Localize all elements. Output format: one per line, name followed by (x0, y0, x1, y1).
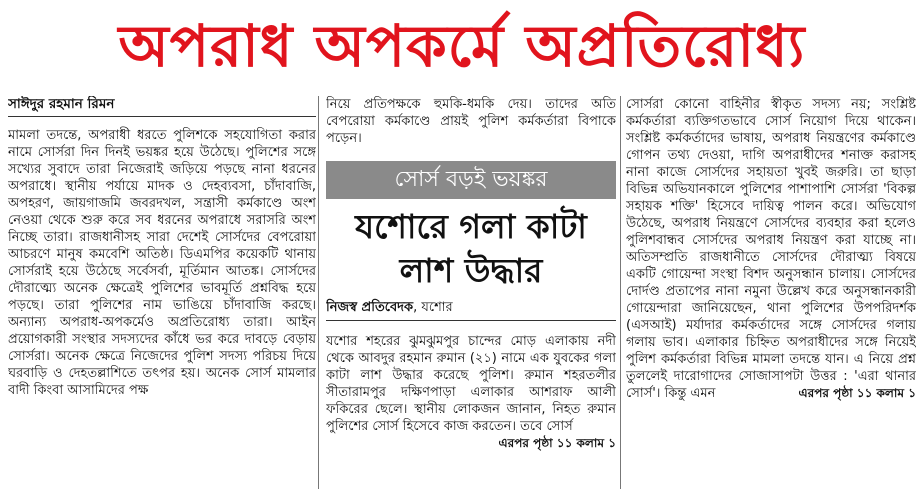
column-divider (620, 96, 621, 489)
article-text-col2-top: নিয়ে প্রতিপক্ষকে হুমকি-ধমকি দেয়। তাদের অতি বেপরোয়া কর্মকাণ্ডে প্রায়ই পুলিশ কর্মকর্তারা বিপাকে পড়েন। (326, 97, 616, 146)
article-text-col2-body: যশোর শহরের ঝুমঝুমপুর চান্দের মোড় এলাকায় নদী থেকে আবদুর রহমান রুমান (২১) নামে এক যুবকের গলা কাটা লাশ উদ্ধার করেছে পুলিশ। রুমান শহরতলীর সীতারামপুর দক্ষিণপাড়া এলাকার আশরাফ আলী ফকিরের ছেলে। স্থানীয় লোকজন জানান, নিহত রুমান পুলিশের সোর্স হিসেবে কাজ করতেন। তবে সোর্স (326, 334, 616, 434)
article-text-col3-body: সোর্সরা কোনো বাহিনীর স্বীকৃত সদস্য নয়; সংশ্লিষ্ট কর্মকর্তারা ব্যক্তিগতভাবে সোর্স নিয়োগ দিয়ে থাকেন। সংশ্লিষ্ট কর্মকর্তাদের ভাষায়, অপরাধ নিয়ন্ত্রণের কর্মকাণ্ডে গোপন তথ্য দেওয়া, দাগি অপরাধীদের শনাক্ত করাসহ নানা কাজে সোর্সদের সহায়তা খুবই জরুরি। তা ছাড়া বিভিন্ন অভিযানকালে পুলিশের পাশাপাশি সোর্সরা 'বিকল্প সহায়ক শক্তি' হিসেবে দায়িত্ব পালন করে। অভিযোগ উঠেছে, অপরাধ নিয়ন্ত্রণে সোর্সদের ব্যবহার করা হলেও পুলিশবান্ধব সোর্সদের অপরাধ নিয়ন্ত্রণ করা যাচ্ছে না। অতিসম্প্রতি রাজধানীতে সোর্সদের দৌরাত্ম্য বিষয়ে একটি গোয়েন্দা সংস্থা বিশদ অনুসন্ধান চালায়। সোর্সদের দোর্দণ্ড প্রতাপের নানা নমুনা উল্লেখ করে অনুসন্ধানকারী গোয়েন্দারা জানিয়েছেন, থানা পুলিশের উপপরিদর্শক (এসআই) মর্যাদার কর্মকর্তাদের সঙ্গে সোর্সদের গলায় গলায় ভাব। এলাকার চিহ্নিত অপরাধীদের সঙ্গে নিয়েই পুলিশ কর্মকর্তারা বিভিন্ন মামলা তদন্তে যান। এ নিয়ে প্রশ্ন তুললেই দারোগাদের সোজাসাপটা উত্তর : 'এরা থানার সোর্স'। কিন্তু এমন (626, 97, 916, 401)
column-divider (318, 96, 319, 489)
dateline-location: , যশোর (413, 300, 453, 315)
main-headline: অপরাধ অপকর্মে অপ্রতিরোধ্য (118, 12, 806, 80)
column-3 (626, 96, 916, 491)
sub-headline: যশোরে গলা কাটা লাশ উদ্ধার (355, 207, 587, 290)
correspondent: নিজস্ব প্রতিবেদক (326, 300, 414, 315)
continued-jump: এরপর পৃষ্ঠা ১১ কলাম ১ (498, 436, 616, 450)
column-1 (8, 96, 316, 491)
article-text-col1: মামলা তদন্তে, অপরাধী ধরতে পুলিশকে সহযোগিতা করার নামে সোর্সরা দিন দিনই ভয়ঙ্কর হয়ে উঠেছে। পুলিশের সঙ্গে সখ্যের সুবাদে তারা নিজেরাই জড়িয়ে পড়ছে নানা ধরনের অপরাধে। স্থানীয় পর্যায়ে মাদক ও দেহব্যবসা, চাঁদাবাজি, অপহরণ, জায়গাজমি জবরদখল, সন্ত্রাসী কর্মকাণ্ডে অংশ নেওয়া থেকে শুরু করে সব ধরনের অপরাধে সরাসরি অংশ নিচ্ছে তারা। রাজধানীসহ সারা দেশেই সোর্সদের বেপরোয়া আচরণে মানুষ কমবেশি অতিষ্ঠ। ডিএমপির কয়েকটি থানায় সোর্সরাই হয়ে উঠেছে সর্বেসর্বা, মূর্তিমান আতঙ্ক। সোর্সদের দৌরাত্ম্যে অনেক ক্ষেত্রেই পুলিশের ভাবমূর্তি প্রশ্নবিদ্ধ হয়ে পড়ছে। তারা পুলিশের নাম ভাঙিয়ে চাঁদাবাজি করছে। অন্যান্য অপরাধ-অপকর্মেও অপ্রতিরোধ্য তারা। আইন প্রয়োগকারী সংস্থার সদস্যদের কাঁধে ভর করে দাবড়ে বেড়ায় সোর্সরা। অনেক ক্ষেত্রে নিজেদের পুলিশ সদস্য পরিচয় দিয়ে ঘরবাড়ি ও দেহতল্লাশিতে তৎপর হয়। অনেক সোর্স মামলার বাদী কিংবা আসামিদের পক্ষ (8, 128, 316, 398)
article-text-col2 (326, 333, 616, 450)
byline: সাঈদুর রহমান রিমন (8, 96, 316, 117)
article-text-col3 (626, 96, 916, 402)
column-2 (326, 96, 616, 491)
section-banner: সোর্স বড়ই ভয়ঙ্কর (326, 161, 616, 199)
correspondent-line (326, 293, 616, 321)
continued-jump: এরপর পৃষ্ঠা ১১ কলাম ১ (798, 386, 916, 400)
